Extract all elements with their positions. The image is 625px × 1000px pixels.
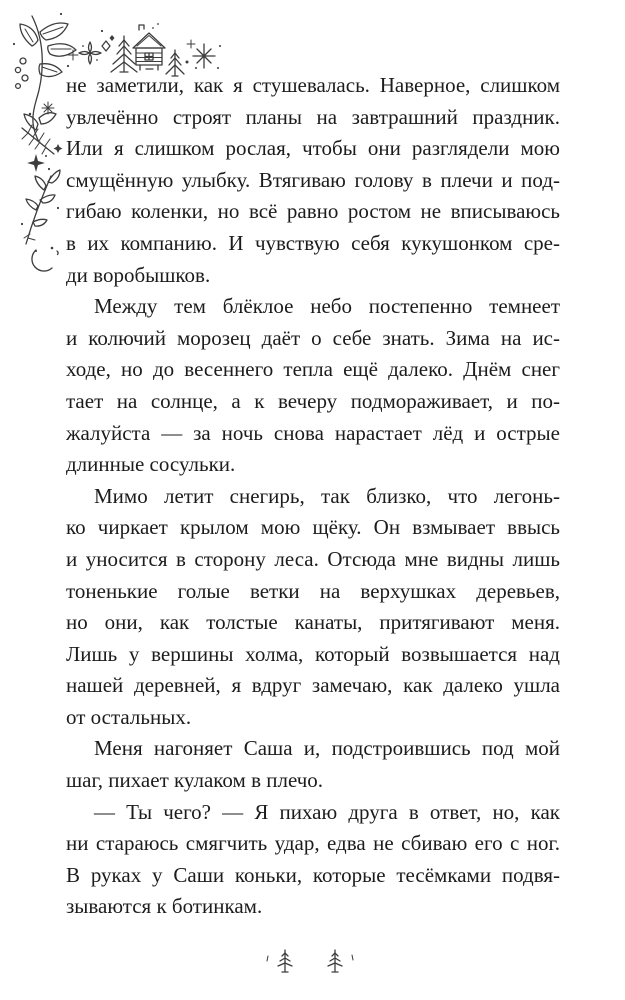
text-line: шаг, пихает кулаком в плечо. [66,768,324,793]
text-line: тоненькие голые ветки на верхушках деревьев, [66,578,560,603]
text-line: и уносится в сторону леса. Отсюда мне видны лишь [66,546,560,571]
text-line: жалуйста — за ночь снова нарастает лёд и острые [66,420,560,445]
text-line: гибаю коленки, но всё равно ростом не вписываюсь [66,199,560,224]
text-line: тает на солнце, а к вечеру подмораживает, и по- [66,388,560,413]
text-line: ходе, но до весеннего тепла ещё далеко. Днём снег [66,357,560,382]
text-line: и колючий морозец даёт о себе знать. Зима на ис- [66,325,560,350]
eight-point-star-icon [193,44,221,69]
text-line: Или я слишком рослая, чтобы они разглядели мою [66,136,560,161]
text-line: ди воробышков. [66,262,211,287]
text-line: смущённую улыбку. Втягиваю голову в плечи и под- [66,167,560,192]
text-line: — Ты чего? — Я пихаю друга в ответ, но, как [94,799,560,824]
plus-sparkle-icon [68,50,78,60]
text-line: зываются к ботинкам. [66,894,263,919]
text-line: В руках у Саши коньки, которые тесёмками подвя- [66,862,560,887]
log-cabin-icon [133,23,165,70]
footer-ornament [250,942,370,984]
text-line: Меня нагоняет Саша и, подстроившись под мой [94,736,560,761]
tick-mark-icon [267,956,268,961]
sparkle-star-icon [27,154,50,172]
text-line: Лишь у вершины холма, который возвышается над [66,641,560,666]
text-line: от остальных. [66,704,192,729]
page-text [66,70,560,923]
text-line: Между тем блёклое небо постепенно темнеет [94,294,560,319]
text-line: увлечённо строят планы на завтрашний праздник. [66,104,560,129]
text-line: длинные сосульки. [66,452,236,477]
text-line: нашей деревней, я вдруг замечаю, как далеко ушла [66,673,560,698]
small-fir-tree-icon [328,950,342,972]
text-line: Мимо летит снегирь, так близко, что легонь- [94,483,560,508]
text-line: не заметили, как я стушевалась. Наверное, слишком [66,73,560,97]
plus-sparkle-icon [186,40,198,69]
diamond-icon [101,30,115,51]
text-line: ко чиркает крылом мою щёку. Он взмывает ввысь [66,515,560,540]
four-petal-flower-icon [79,42,101,64]
tick-mark-icon [352,955,353,960]
fir-tree-icon [111,36,137,72]
text-line: ни стараюсь смягчить удар, едва не сбиваю его с ног. [66,831,560,856]
text-line: но они, как толстые канаты, притягивают меня. [66,610,560,635]
small-fir-tree-icon [278,950,292,972]
text-line: в их компанию. И чувствую себя кукушонком сре- [66,230,560,255]
berry-branch-icon [21,170,60,252]
fir-sprig-icon [22,125,63,154]
crescent-moon-icon [32,247,58,271]
